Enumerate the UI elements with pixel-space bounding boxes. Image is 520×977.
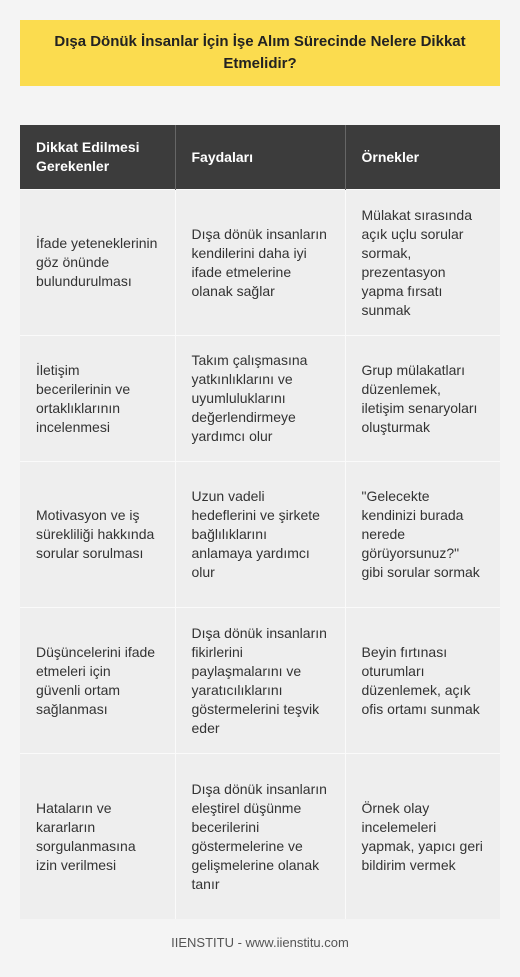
table-cell: Takım çalışmasına yatkınlıklarını ve uyumluluklarını değerlendirmeye yardımcı olur bbox=[175, 336, 345, 462]
page-title: Dışa Dönük İnsanlar İçin İşe Alım Sürecinde Nelere Dikkat Etmelidir? bbox=[54, 33, 466, 72]
table-cell: Dışa dönük insanların fikirlerini paylaşmalarını ve yaratıcılıklarını göstermelerini teşvik eder bbox=[175, 608, 345, 754]
table-row bbox=[20, 336, 500, 462]
table-row bbox=[20, 608, 500, 754]
table-cell: Hataların ve kararların sorgulanmasına izin verilmesi bbox=[20, 754, 175, 920]
table-cell: Motivasyon ve iş sürekliliği hakkında sorular sorulması bbox=[20, 462, 175, 608]
table-cell: Düşüncelerini ifade etmeleri için güvenli ortam sağlanması bbox=[20, 608, 175, 754]
table-cell: Uzun vadeli hedeflerini ve şirkete bağlılıklarını anlamaya yardımcı olur bbox=[175, 462, 345, 608]
column-header-considerations: Dikkat Edilmesi Gerekenler bbox=[20, 125, 175, 190]
title-banner bbox=[20, 20, 500, 86]
table-cell: Dışa dönük insanların kendilerini daha iyi ifade etmelerine olanak sağlar bbox=[175, 190, 345, 336]
table-cell: Grup mülakatları düzenlemek, iletişim senaryoları oluşturmak bbox=[345, 336, 500, 462]
footer-credit: IIENSTITU - www.iienstitu.com bbox=[171, 935, 349, 950]
table-cell: İletişim becerilerinin ve ortaklıklarının incelenmesi bbox=[20, 336, 175, 462]
table-cell: Örnek olay incelemeleri yapmak, yapıcı geri bildirim vermek bbox=[345, 754, 500, 920]
content-table bbox=[20, 125, 500, 919]
table-row bbox=[20, 754, 500, 920]
column-header-benefits: Faydaları bbox=[175, 125, 345, 190]
table-cell: "Gelecekte kendinizi burada nerede görüyorsunuz?" gibi sorular sormak bbox=[345, 462, 500, 608]
table-cell: Mülakat sırasında açık uçlu sorular sormak, prezentasyon yapma fırsatı sunmak bbox=[345, 190, 500, 336]
table-header-row bbox=[20, 125, 500, 190]
table-row bbox=[20, 190, 500, 336]
table-cell: Dışa dönük insanların eleştirel düşünme becerilerini göstermelerine ve gelişmelerine olanak tanır bbox=[175, 754, 345, 920]
column-header-examples: Örnekler bbox=[345, 125, 500, 190]
table-row bbox=[20, 462, 500, 608]
table-cell: İfade yeteneklerinin göz önünde bulundurulması bbox=[20, 190, 175, 336]
table-cell: Beyin fırtınası oturumları düzenlemek, açık ofis ortamı sunmak bbox=[345, 608, 500, 754]
